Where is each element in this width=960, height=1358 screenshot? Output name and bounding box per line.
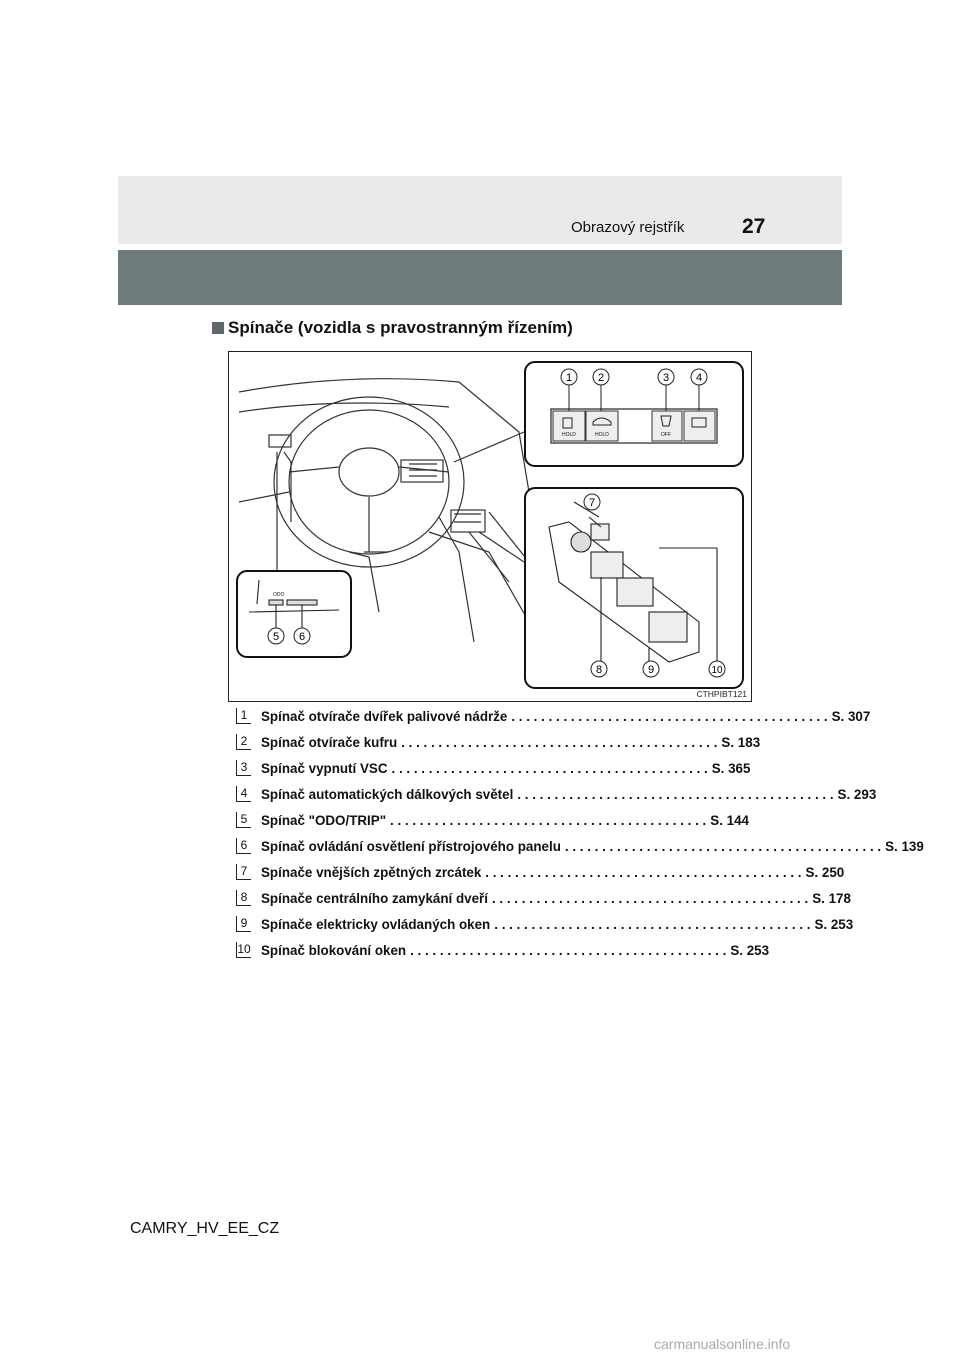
item-number: 8 xyxy=(236,890,251,906)
heading-bullet-icon xyxy=(212,322,224,334)
item-number: 3 xyxy=(236,760,251,776)
item-number: 6 xyxy=(236,838,251,854)
switches-illustration xyxy=(228,351,752,702)
callout-3: 3 xyxy=(662,372,670,384)
item-label: Spínače elektricky ovládaných oken xyxy=(261,916,491,932)
item-label: Spínače vnějších zpětných zrcátek xyxy=(261,864,482,880)
item-page-ref[interactable]: S. 253 xyxy=(814,916,854,932)
item-label: Spínače centrálního zamykání dveří xyxy=(261,890,488,906)
list-item xyxy=(236,703,871,729)
item-label: Spínač ovládání osvětlení přístrojového panelu xyxy=(261,838,561,854)
item-page-ref[interactable]: S. 253 xyxy=(730,942,770,958)
header-band xyxy=(118,176,842,244)
section-title: Obrazový rejstřík xyxy=(571,219,685,236)
list-item xyxy=(236,859,845,885)
item-number: 4 xyxy=(236,786,251,802)
item-page-ref[interactable]: S. 307 xyxy=(831,708,871,724)
figure-code: CTHPIBT121 xyxy=(696,689,747,699)
item-label: Spínač blokování oken xyxy=(261,942,407,958)
list-item xyxy=(236,807,749,833)
list-item xyxy=(236,729,761,755)
item-page-ref[interactable]: S. 293 xyxy=(837,786,877,802)
item-label: Spínač automatických dálkových světel xyxy=(261,786,514,802)
hold-label-2: HOLD xyxy=(595,432,609,438)
callout-4: 4 xyxy=(695,372,703,384)
item-label: Spínač "ODO/TRIP" xyxy=(261,812,387,828)
item-label: Spínač vypnutí VSC xyxy=(261,760,388,776)
callout-1: 1 xyxy=(565,372,573,384)
item-page-ref[interactable]: S. 365 xyxy=(711,760,751,776)
item-page-ref[interactable]: S. 250 xyxy=(805,864,845,880)
item-page-ref[interactable]: S. 144 xyxy=(710,812,749,828)
item-page-ref[interactable]: S. 183 xyxy=(721,734,761,750)
hold-label-1: HOLD xyxy=(562,432,576,438)
leader-dots: . . . . . . . . . . . . . . . . . . . . . . . . . . . . . . . . . . . . . . . . . . . xyxy=(511,708,828,724)
list-item xyxy=(236,885,851,911)
item-number: 9 xyxy=(236,916,251,932)
watermark: carmanualsonline.info xyxy=(654,1336,791,1352)
leader-dots: . . . . . . . . . . . . . . . . . . . . . . . . . . . . . . . . . . . . . . . . . . . xyxy=(391,760,708,776)
item-page-ref[interactable]: S. 178 xyxy=(812,890,851,906)
item-number: 5 xyxy=(236,812,251,828)
callout-8: 8 xyxy=(595,664,603,676)
leader-dots: . . . . . . . . . . . . . . . . . . . . . . . . . . . . . . . . . . . . . . . . . . . xyxy=(485,864,802,880)
switch-index-list xyxy=(236,703,924,963)
dashboard-drawing xyxy=(229,352,751,701)
callout-9: 9 xyxy=(647,664,655,676)
section-heading-text: Spínače (vozidla s pravostranným řízením) xyxy=(228,318,573,337)
leader-dots: . . . . . . . . . . . . . . . . . . . . . . . . . . . . . . . . . . . . . . . . . . . xyxy=(491,890,809,906)
leader-dots: . . . . . . . . . . . . . . . . . . . . . . . . . . . . . . . . . . . . . . . . . . . xyxy=(494,916,811,932)
list-item xyxy=(236,781,877,807)
callout-6: 6 xyxy=(298,631,306,643)
callout-2: 2 xyxy=(597,372,605,384)
list-item xyxy=(236,911,854,937)
section-heading xyxy=(212,318,573,338)
callout-10: 10 xyxy=(711,665,723,676)
page-number: 27 xyxy=(742,215,766,238)
footer-model-code: CAMRY_HV_EE_CZ xyxy=(130,1220,280,1237)
leader-dots: . . . . . . . . . . . . . . . . . . . . . . . . . . . . . . . . . . . . . . . . . . . xyxy=(390,812,707,828)
item-page-ref[interactable]: S. 139 xyxy=(885,838,924,854)
item-label: Spínač otvírače dvířek palivové nádrže xyxy=(261,708,508,724)
item-number: 1 xyxy=(236,708,251,724)
leader-dots: . . . . . . . . . . . . . . . . . . . . . . . . . . . . . . . . . . . . . . . . . . . xyxy=(564,838,882,854)
callout-7: 7 xyxy=(588,497,596,509)
leader-dots: . . . . . . . . . . . . . . . . . . . . . . . . . . . . . . . . . . . . . . . . . . . xyxy=(401,734,718,750)
leader-dots: . . . . . . . . . . . . . . . . . . . . . . . . . . . . . . . . . . . . . . . . . . . xyxy=(517,786,834,802)
item-number: 10 xyxy=(237,942,251,956)
list-item xyxy=(236,833,924,859)
list-item xyxy=(236,937,770,963)
header-dark-band xyxy=(118,250,842,305)
callout-5: 5 xyxy=(272,631,280,643)
list-item xyxy=(236,755,751,781)
leader-dots: . . . . . . . . . . . . . . . . . . . . . . . . . . . . . . . . . . . . . . . . . . . xyxy=(410,942,727,958)
off-label: OFF xyxy=(661,432,671,438)
item-number: 2 xyxy=(236,734,251,750)
item-label: Spínač otvírače kufru xyxy=(261,734,398,750)
odo-label: ODO xyxy=(273,592,285,598)
item-number: 7 xyxy=(236,864,251,880)
